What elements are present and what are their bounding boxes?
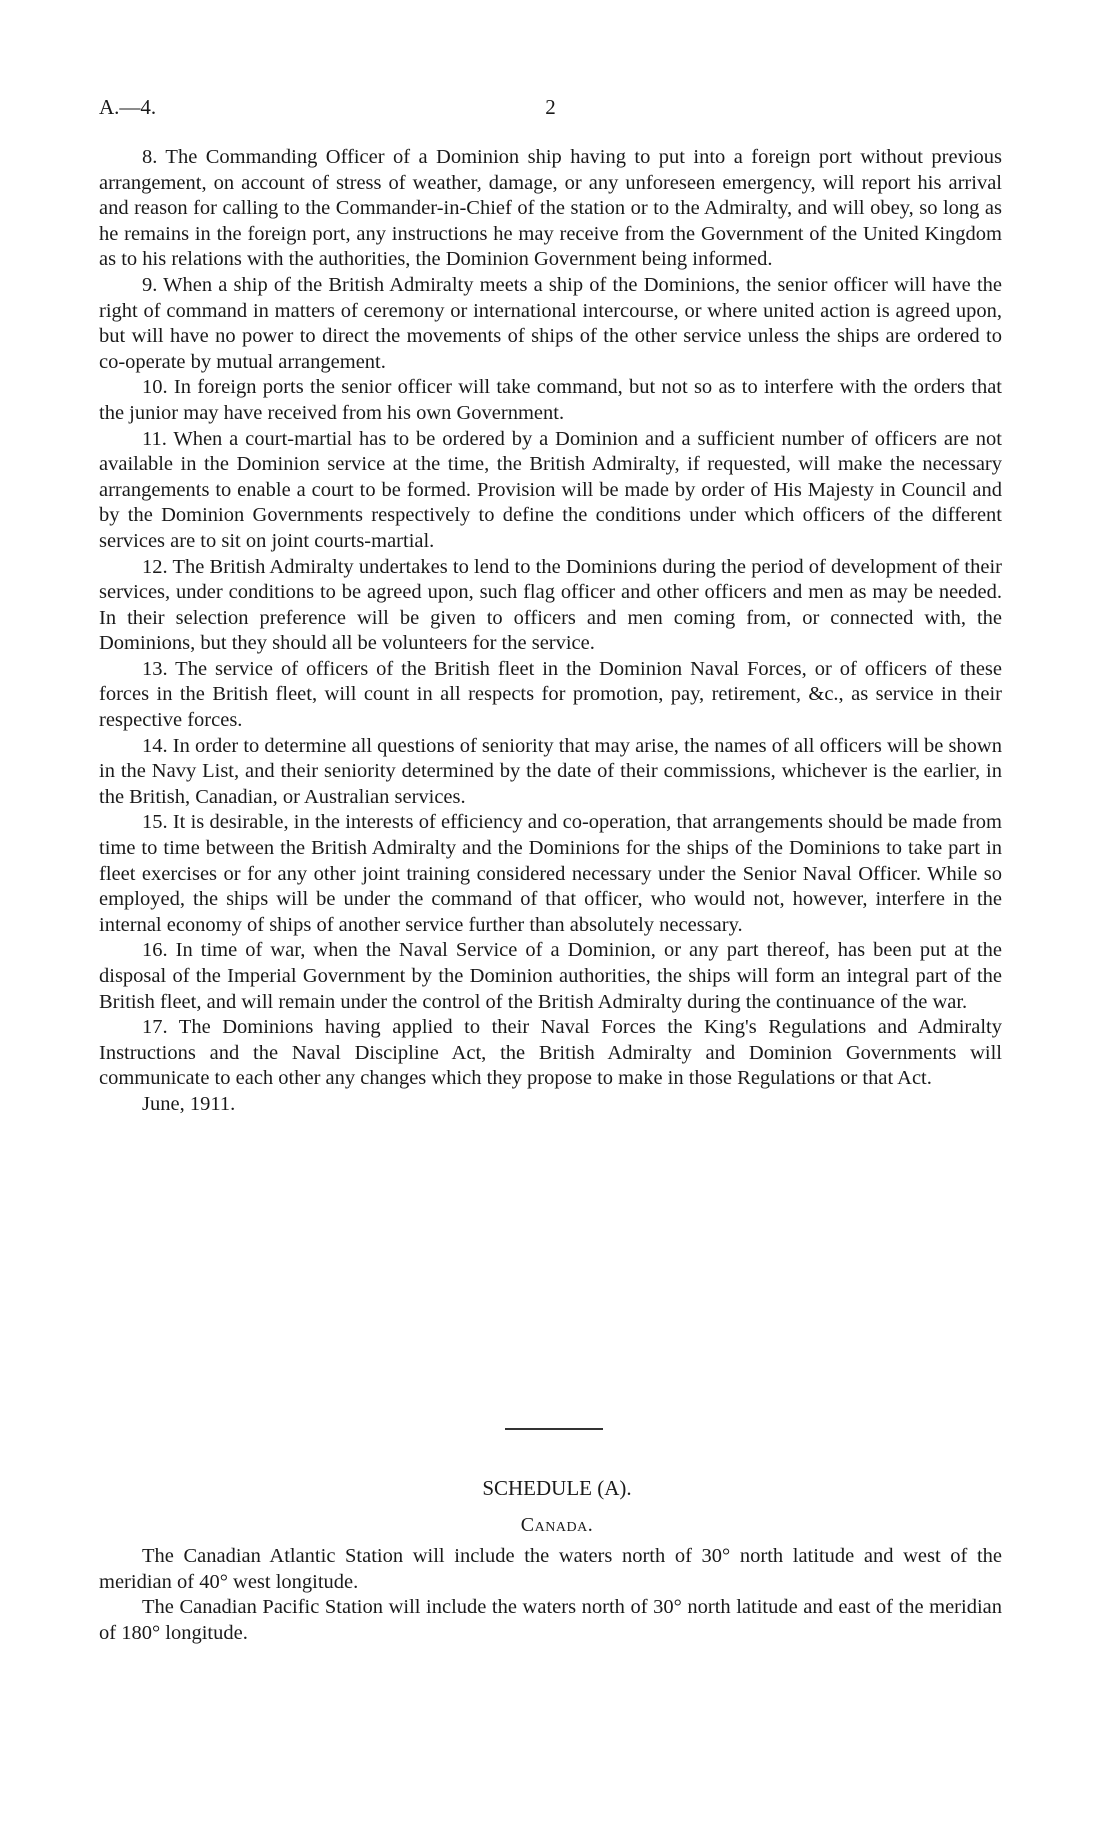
paragraph-11: 11. When a court-martial has to be ordered by a Dominion and a sufficient number of officers are not available in the Dominion service at the time, the British Admiralty, if requested, will make the necessary arrangements to enable a court to be formed. Provision will be made by order of His Majesty in Council and by the Dominion Governments respectively to define the conditions under which officers of the different services are to sit on joint courts-martial. — [99, 427, 1002, 552]
page-header — [99, 92, 1002, 122]
paragraph-14: 14. In order to determine all questions of seniority that may arise, the names of all officers will be shown in the Navy List, and their seniority determined by the date of their commissions, whichever is the earlier, in the British, Canadian, or Australian services. — [99, 734, 1002, 808]
schedule-text — [99, 1544, 1002, 1646]
paragraph-10: 10. In foreign ports the senior officer will take command, but not so as to interfere with the orders that the junior may have received from his own Government. — [99, 376, 1002, 424]
paragraph-17: 17. The Dominions having applied to their Naval Forces the King's Regulations and Admiralty Instructions and the Naval Discipline Act, the British Admiralty and Dominion Governments will communicate to each other any changes which they propose to make in those Regulations or that Act. — [99, 1016, 1002, 1090]
paragraph-16: 16. In time of war, when the Naval Service of a Dominion, or any part thereof, has been put at the disposal of the Imperial Government by the Dominion authorities, the ships will form an integral part of the British fleet, and will remain under the control of the British Admiralty during the continuance of the war. — [99, 939, 1002, 1013]
page-number: 2 — [545, 95, 556, 119]
schedule-paragraph-pacific: The Canadian Pacific Station will include the waters north of 30° north latitude and east of the meridian of 180° longitude. — [99, 1596, 1002, 1644]
paragraph-15: 15. It is desirable, in the interests of efficiency and co-operation, that arrangements should be made from time to time between the British Admiralty and the Dominions for the ships of the Dominions to take part in fleet exercises or for any other joint training considered necessary under the Senior Naval Officer. While so employed, the ships will be under the command of that officer, who would not, however, interfere in the internal economy of ships of another service further than absolutely necessary. — [99, 811, 1002, 936]
schedule-title: SCHEDULE (A). — [482, 1476, 632, 1500]
body-text — [99, 145, 1002, 1118]
paragraph-8: 8. The Commanding Officer of a Dominion ship having to put into a foreign port without previous arrangement, on account of stress of weather, damage, or any unforeseen emergency, will report his arrival and reason for calling to the Commander-in-Chief of the station or to the Admiralty, and will obey, so long as he remains in the foreign port, any instructions he may receive from the Government of the United Kingdom as to his relations with the authorities, the Dominion Government being informed. — [99, 146, 1002, 271]
document-date: June, 1911. — [142, 1092, 236, 1115]
document-reference: A.—4. — [99, 95, 157, 119]
paragraph-9: 9. When a ship of the British Admiralty meets a ship of the Dominions, the senior officer will have the right of command in matters of ceremony or international intercourse, or where united action is agreed upon, but will have no power to direct the movements of ships of the other service unless the ships are ordered to co-operate by mutual arrangement. — [99, 273, 1002, 373]
paragraph-13: 13. The service of officers of the British fleet in the Dominion Naval Forces, or of officers of these forces in the British fleet, will count in all respects for promotion, pay, retirement, &c., as service in their respective forces. — [99, 657, 1002, 732]
paragraph-12: 12. The British Admiralty undertakes to lend to the Dominions during the period of development of their services, under conditions to be agreed upon, such flag officer and other officers and men as may be needed. In their selection preference will be given to officers and men coming from, or connected with, the Dominions, but they should all be volunteers for the service. — [99, 555, 1002, 655]
schedule-paragraph-atlantic: The Canadian Atlantic Station will include the waters north of 30° north latitude and west of the meridian of 40° west longitude. — [99, 1545, 1002, 1593]
section-divider — [505, 1428, 603, 1430]
schedule-subtitle: Canada. — [520, 1514, 594, 1536]
